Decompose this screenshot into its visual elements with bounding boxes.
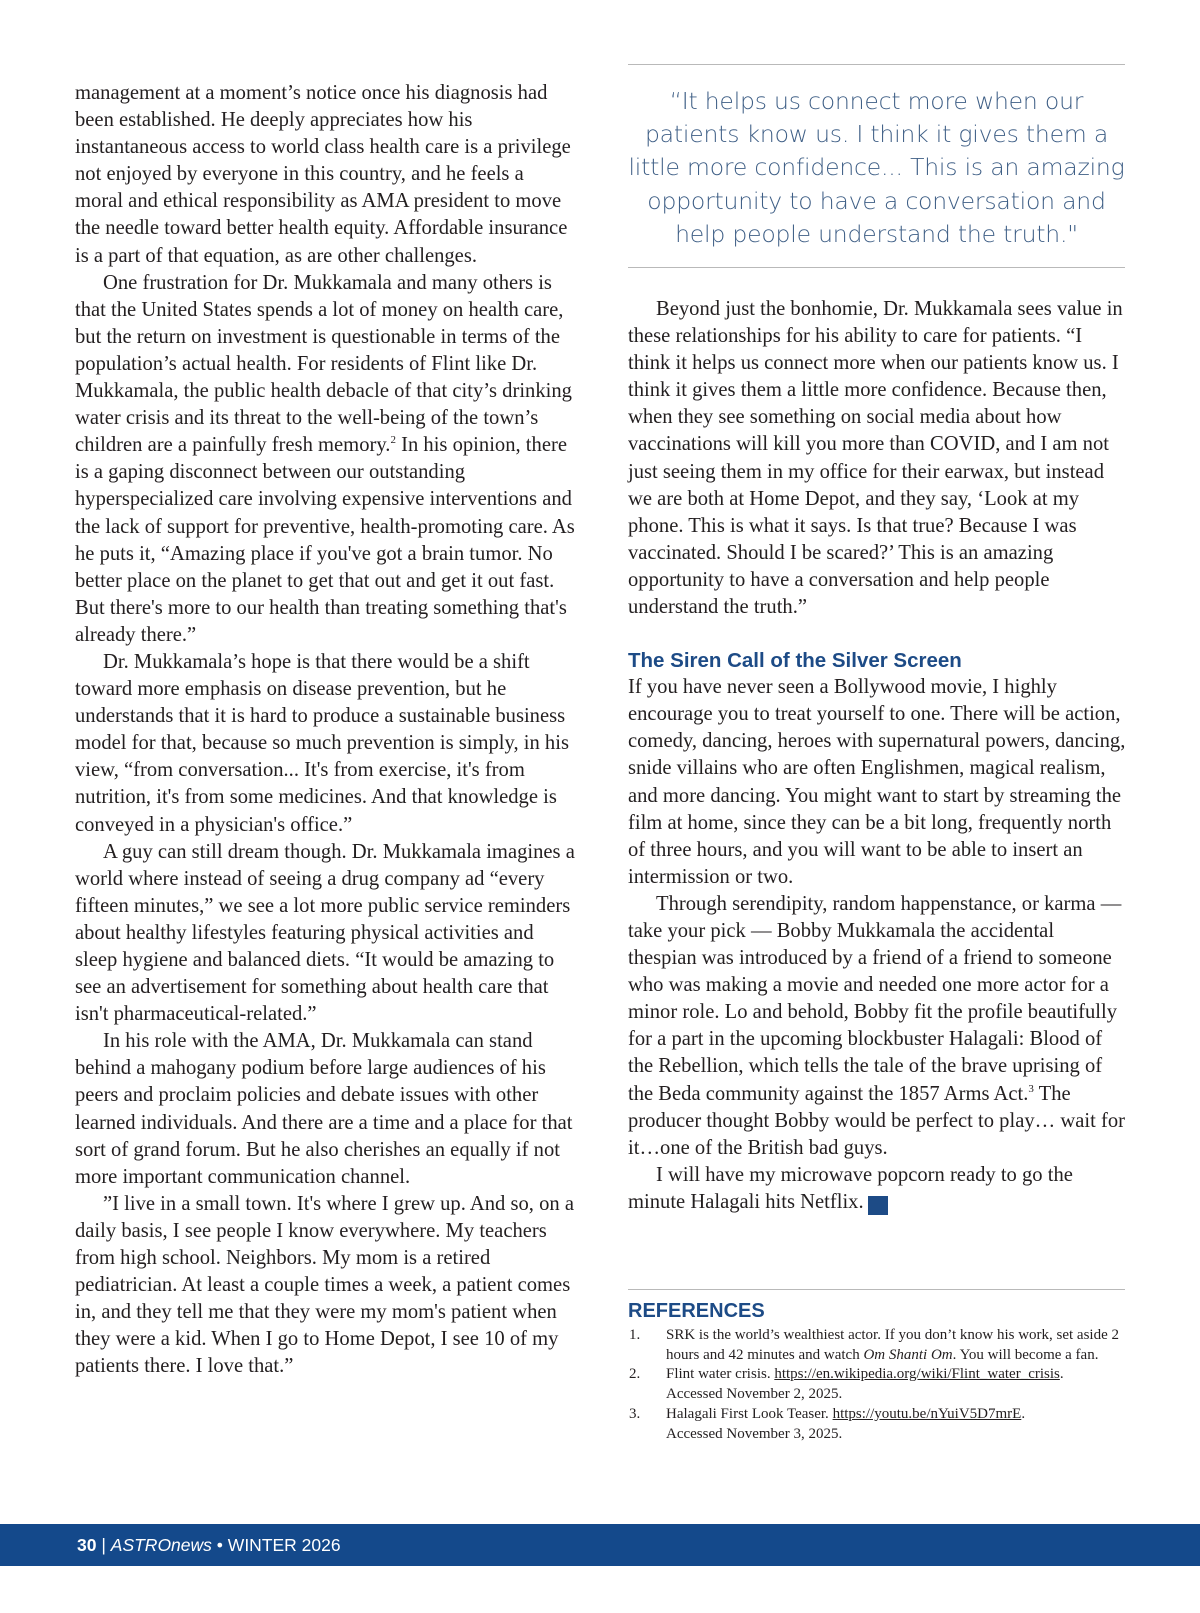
section-paragraph-2: Through serendipity, random happenstance, or karma — take your pick — Bobby Mukkamala the accidental thespian was introduced by a friend of a friend to someone who was making a movie and needed one more actor for a minor role. Lo and behold, Bobby fit the profile beautifully for a part in the upcoming blockbuster Halagali: Blood of the Rebellion, which tells the tale of the brave uprising of the Beda community against the 1857 Arms Act.$^3$ The producer thought Bobby would be perfect to play… wait for it…one of the British bad guys. — [628, 892, 1125, 1159]
footer-text — [77, 1534, 341, 1556]
footer-separator: | — [101, 1535, 106, 1555]
pull-quote-text: “It helps us connect more when our patients know us. I think it gives them a little more confidence... This is an amazing opportunity to have a conversation and help people understand the truth." — [628, 87, 1125, 248]
left-paragraph-2: One frustration for Dr. Mukkamala and many others is that the United States spends a lot of money on health care, but the return on investment is questionable in terms of the population’s actual health. For residents of Flint like Dr. Mukkamala, the public health debacle of that city’s drinking water crisis and its threat to the well-being of the town’s children are a painfully fresh memory.$^2$ In his opinion, there is a gaping disconnect between our outstanding hyperspecialized care involving expensive interventions and the lack of support for preventive, health-promoting care. As he puts it, “Amazing place if you've got a brain tumor. No better place on the planet to get that out and get it out fast. But there's more to our health than treating something that's already there.” — [75, 271, 575, 646]
reference-item: 2. Flint water crisis. https://en.wikipedia.org/wiki/Flint_water_crisis. Accessed November 2, 2025. — [629, 1366, 1064, 1403]
left-paragraph-6: ”I live in a small town. It's where I grew up. And so, on a daily basis, I see people I know everywhere. My teachers from high school. Neighbors. My mom is a retired pediatrician. At least a couple times a week, a patient comes in, and they tell me that they were my mom's patient when they were a kid. When I go to Home Depot, I see 10 of my patients there. I love that.” — [75, 1192, 574, 1378]
right-column — [628, 296, 1126, 1216]
left-paragraph-3: Dr. Mukkamala’s hope is that there would be a shift toward more emphasis on disease prevention, but he understands that it is hard to produce a sustainable business model for that, because so much prevention is simply, in his view, “from conversation... It's from exercise, it's from nutrition, it's from some medicines. And that knowledge is conveyed in a physician's office.” — [75, 650, 569, 836]
footnote-ref-3: 3 — [1028, 1082, 1034, 1095]
reference-item: 3. Halagali First Look Teaser. https://youtu.be/nYuiV5D7mrE. Accessed November 3, 2025. — [629, 1405, 1026, 1442]
reference-number: 3. — [629, 1405, 641, 1422]
right-paragraph-1: Beyond just the bonhomie, Dr. Mukkamala sees value in these relationships for his ability to care for patients. “I think it helps us connect more when our patients know us. I think it gives them a little more confidence. Because then, when they see something on social media about how vaccinations will kill you more than COVID, and I am not just seeing them in my office for their earwax, but instead we are both at Home Depot, and they say, ‘Look at my phone. This is what it says. Is that true? Because I was vaccinated. Should I be scared?’ This is an amazing opportunity to have a conversation and help people understand the truth.” — [628, 298, 1123, 619]
reference-link-youtube[interactable]: https://youtu.be/nYuiV5D7mrE — [832, 1405, 1022, 1422]
references-heading: REFERENCES — [628, 1300, 765, 1322]
end-mark-logo-icon: A — [868, 1196, 888, 1215]
pull-quote — [628, 64, 1125, 268]
magazine-name: ASTROnews — [110, 1535, 212, 1555]
footer-bar — [0, 1524, 1200, 1566]
left-paragraph-1: management at a moment’s notice once his diagnosis had been established. He deeply appreciates how his instantaneous access to world class health care is a privilege not enjoyed by everyone in this country, and he feels a moral and ethical responsibility as AMA president to move the needle toward better health equity. Affordable insurance is a part of that equation, as are other challenges. — [75, 82, 571, 267]
page-number: 30 — [77, 1535, 97, 1555]
references-section — [628, 1289, 1125, 1444]
footer-bullet: • — [216, 1535, 223, 1555]
section-heading: The Siren Call of the Silver Screen — [628, 649, 962, 673]
reference-number: 1. — [629, 1327, 641, 1343]
left-paragraph-4: A guy can still dream though. Dr. Mukkamala imagines a world where instead of seeing a drug company ad “every fifteen minutes,” we see a lot more public service reminders about healthy lifestyles featuring physical activities and sleep hygiene and balanced diets. “It would be amazing to see an advertisement for something about health care that isn't pharmaceutical-related.” — [75, 840, 575, 1026]
issue-label: WINTER 2026 — [227, 1535, 341, 1555]
left-column — [75, 80, 575, 1381]
reference-item: 1. SRK is the world’s wealthiest actor. If you don’t know his work, set aside 2 hours and 42 minutes and watch Om Shanti Om. You will become a fan. — [629, 1327, 1120, 1363]
reference-number: 2. — [629, 1366, 641, 1383]
section-paragraph-3: I will have my microwave popcorn ready to go the minute Halagali hits Netflix. A — [628, 1163, 1073, 1213]
film-title: Om Shanti Om — [863, 1346, 953, 1363]
left-paragraph-5: In his role with the AMA, Dr. Mukkamala can stand behind a mahogany podium before large audiences of his peers and proclaim policies and debate issues with other learned individuals. And there are a time and a place for that sort of grand forum. But he also cherishes an equally if not more important communication channel. — [75, 1030, 573, 1188]
footnote-ref-2: 2 — [390, 434, 396, 447]
section-paragraph-1: If you have never seen a Bollywood movie, I highly encourage you to treat yourself to one. There will be action, comedy, dancing, heroes with supernatural powers, dancing, snide villains who are often Englishmen, magical realism, and more dancing. You might want to start by streaming the film at home, since they can be a bit long, frequently north of three hours, and you will want to be able to insert an intermission or two. — [628, 676, 1126, 888]
reference-link-wikipedia[interactable]: https://en.wikipedia.org/wiki/Flint_water_crisis — [774, 1366, 1060, 1383]
references-list — [628, 1326, 1125, 1444]
